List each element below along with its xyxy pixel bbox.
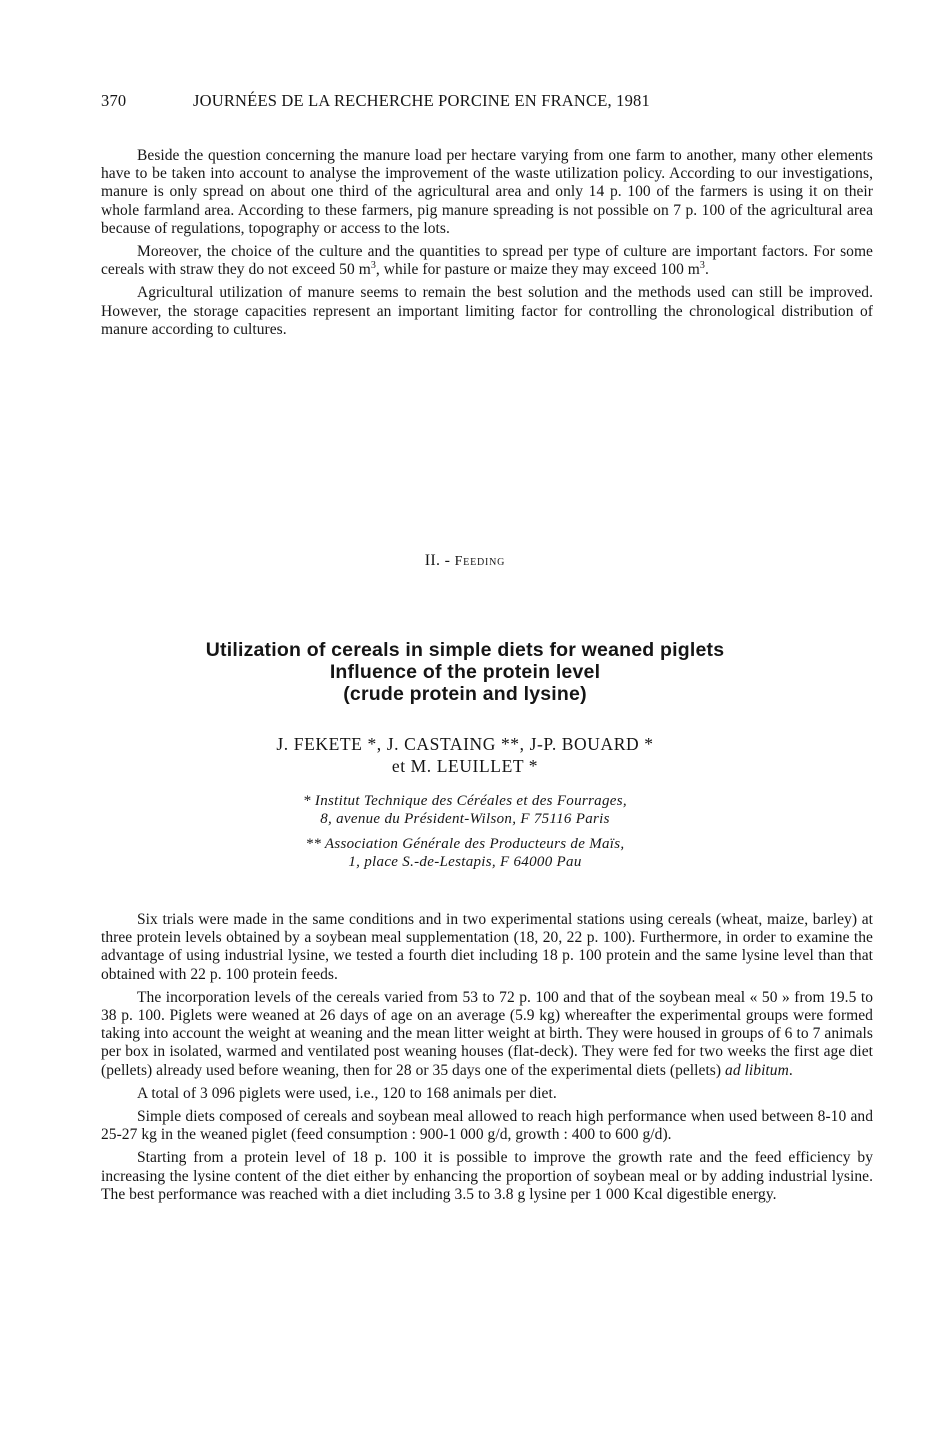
title-line: (crude protein and lysine) <box>343 683 587 705</box>
section-name: Feeding <box>454 554 506 569</box>
abstract-paragraph: A total of 3 096 piglets were used, i.e., 120 to 168 animals per diet. <box>137 1084 557 1102</box>
intro-text <box>101 147 873 344</box>
intro-paragraph: Beside the question concerning the manure load per hectare varying from one farm to another, many other elements have to be taken into account to analyse the improvement of the waste utilization policy. According to our investigations, manure is only spread on about one third of the agricultural area and only 14 p. 100 of the farmers is using it on their whole farmland area. According to these farmers, pig manure spreading is not possible on 7 p. 100 of the agricultural area because of regulations, topography or access to the lots. <box>101 147 873 237</box>
intro-paragraph: Agricultural utilization of manure seems to remain the best solution and the methods used can still be improved. However, the storage capacities represent an important limiting factor for controlling the chronological distribution of manure according to cultures. <box>101 284 873 338</box>
affiliation-line: * Institut Technique des Céréales et des Fourrages, <box>303 793 627 809</box>
abstract-paragraph: Six trials were made in the same conditions and in two experimental stations using cereals (wheat, maize, barley) at three protein levels obtained by a soybean meal supplementation (18, 20, 22 p. 100). Furthermore, in order to examine the advantage of using industrial lysine, we tested a fourth diet including 18 p. 100 protein and the same lysine level than that obtained with 22 p. 100 protein feeds. <box>101 911 873 983</box>
section-number: II. - <box>424 552 451 569</box>
article-title <box>0 639 930 705</box>
title-line: Utilization of cereals in simple diets for weaned piglets <box>205 639 725 661</box>
affiliation-line: 1, place S.-de-Lestapis, F 64000 Pau <box>348 854 582 870</box>
abstract-paragraph: Starting from a protein level of 18 p. 100 it is possible to improve the growth rate and the feed efficiency by increasing the lysine content of the diet either by enhancing the proportion of soybean meal or by adding industrial lysine. The best performance was reached with a diet including 3.5 to 3.8 g lysine per 1 000 Kcal digestible energy. <box>101 1149 873 1203</box>
abstract-paragraph: The incorporation levels of the cereals varied from 53 to 72 p. 100 and that of the soybean meal « 50 » from 19.5 to 38 p. 100. Piglets were weaned at 26 days of age on an average (5.9 kg) whereafter the experimental groups were formed taking into account the weight at weaning and the mean litter weight at birth. They were housed in groups of 6 to 7 animals per box in isolated, warmed and ventilated post weaning houses (flat-deck). They were fed for two weeks the first age diet (pellets) already used before weaning, then for 28 or 35 days one of the experimental diets (pellets) ad libitum. <box>101 988 873 1079</box>
journal-title: JOURNÉES DE LA RECHERCHE PORCINE EN FRANCE, 1981 <box>193 91 650 110</box>
abstract-text <box>101 911 873 1209</box>
title-line: Influence of the protein level <box>329 661 601 683</box>
affiliations <box>0 792 930 871</box>
author-list <box>0 733 930 777</box>
authors-line: J. FEKETE *, J. CASTAING **, J-P. BOUARD * <box>276 734 654 754</box>
intro-paragraph-quantities: Moreover, the choice of the culture and the quantities to spread per type of culture are important factors. For some cereals with straw they do not exceed 50 $m^3$, while for pasture or maize they may exceed 100 $m^3$. <box>101 243 873 279</box>
page-number: 370 <box>101 91 127 110</box>
section-heading <box>0 552 930 570</box>
affiliation-line: ** Association Générale des Producteurs de Maïs, <box>305 836 625 852</box>
running-header <box>101 91 801 111</box>
affiliation-line: 8, avenue du Président-Wilson, F 75116 Paris <box>320 811 610 827</box>
abstract-paragraph: Simple diets composed of cereals and soybean meal allowed to reach high performance when used between 8-10 and 25-27 kg in the weaned piglet (feed consumption : 900-1 000 g/d, growth : 400 to 600 g/d). <box>101 1108 873 1144</box>
authors-line: et M. LEUILLET * <box>391 756 539 776</box>
